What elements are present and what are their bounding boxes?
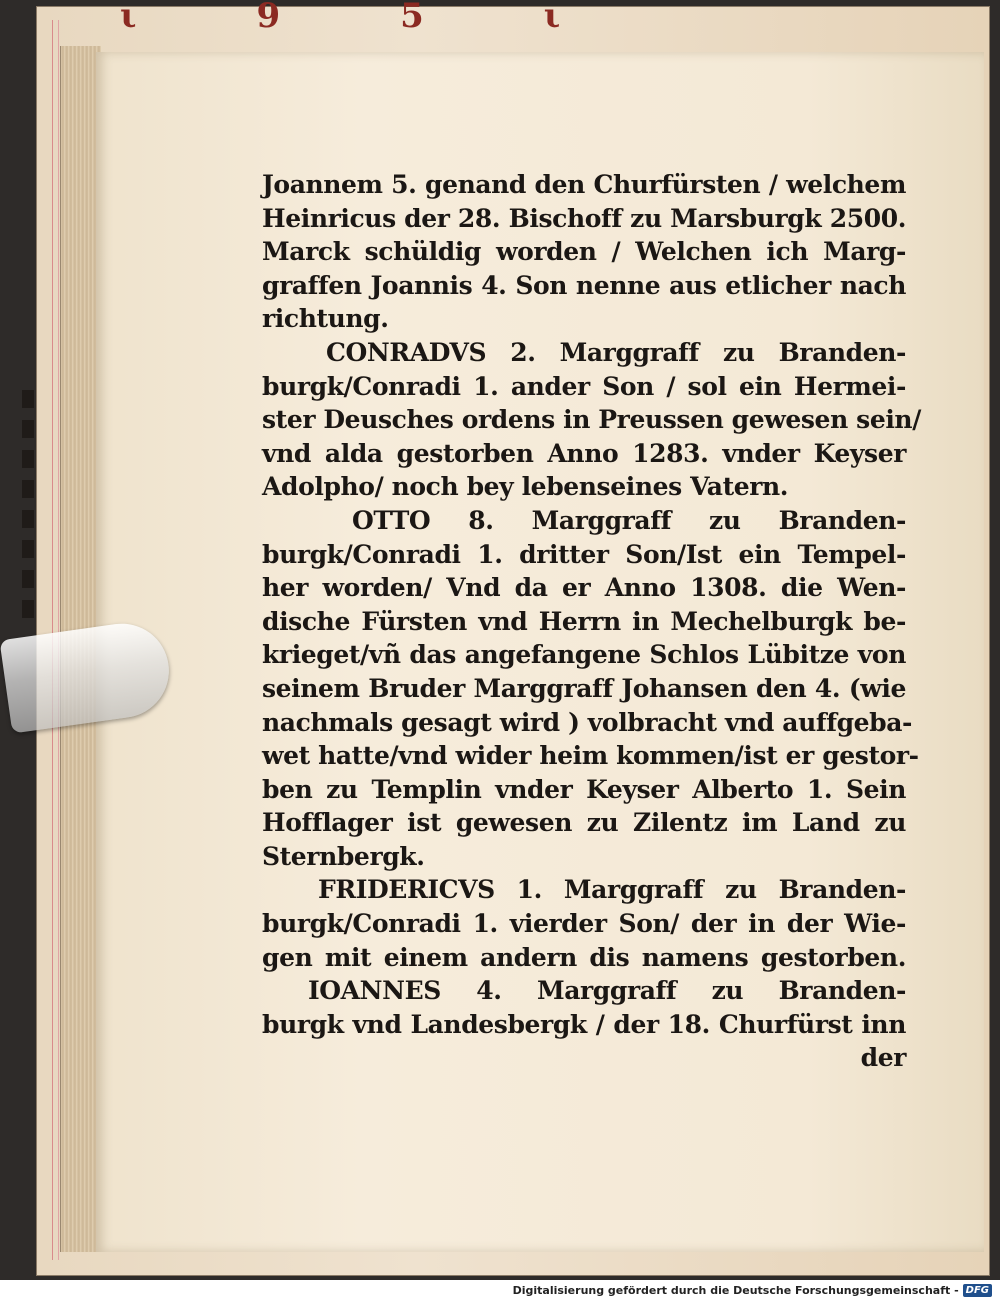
manuscript-glyph: ι — [120, 0, 137, 36]
catchword: der — [860, 1043, 906, 1073]
text-line: burgk/Conradi 1. vierder Son/ der in der Wie- — [262, 909, 906, 939]
text-line: graffen Joannis 4. Son nenne aus etlicher nach — [262, 270, 906, 300]
text-line: dische Fürsten vnd Herrn in Mechelburgk be- — [262, 606, 906, 636]
text-line: Heinricus der 28. Bischoff zu Marsburgk 2500. — [262, 203, 906, 233]
text-line: her worden/ Vnd da er Anno 1308. die Wen- — [262, 573, 906, 603]
text-line: burgk vnd Landesbergk / der 18. Churfürst inn — [262, 1009, 906, 1039]
text-line: Hofflager ist gewesen zu Zilentz im Land zu — [262, 808, 906, 838]
text-line: wet hatte/vnd wider heim kommen/ist er gestor- — [262, 741, 919, 771]
text-line: IOANNES 4. Marggraff zu Branden- — [308, 976, 906, 1006]
manuscript-fragment — [80, 0, 1000, 48]
text-line: Adolpho/ noch bey lebenseines Vatern. — [262, 472, 789, 502]
text-line: burgk/Conradi 1. dritter Son/Ist ein Tempel- — [262, 539, 906, 569]
text-line: ben zu Templin vnder Keyser Alberto 1. Sein — [262, 774, 906, 804]
text-line: ster Deusches ordens in Preussen gewesen sein/ — [262, 405, 921, 435]
manuscript-glyph: 9 — [256, 0, 281, 36]
text-line: krieget/vñ das angefangene Schlos Lübitze von — [262, 640, 906, 670]
text-line: OTTO 8. Marggraff zu Branden- — [352, 505, 906, 535]
text-line: CONRADVS 2. Marggraff zu Branden- — [326, 337, 906, 367]
text-line: Marck schüldig worden / Welchen ich Marg- — [262, 237, 906, 267]
dfg-logo: DFG — [963, 1284, 992, 1297]
digitization-footer — [0, 1280, 1000, 1301]
text-line: Sternbergk. — [262, 841, 425, 871]
footer-text: Digitalisierung gefördert durch die Deutsche Forschungsgemeinschaft - — [512, 1284, 959, 1297]
binding-marks — [22, 390, 38, 630]
text-line: seinem Bruder Marggraff Johansen den 4. (wie — [262, 673, 906, 703]
manuscript-glyph: 5 — [400, 0, 424, 36]
text-line: richtung. — [262, 304, 389, 334]
manuscript-glyph: ι — [543, 0, 561, 36]
page-text — [262, 168, 921, 1075]
text-line: FRIDERICVS 1. Marggraff zu Branden- — [318, 875, 906, 905]
text-line: Joannem 5. genand den Churfürsten / welchem — [262, 170, 906, 199]
text-line: burgk/Conradi 1. ander Son / sol ein Hermei- — [262, 371, 906, 401]
text-line: nachmals gesagt wird ) volbracht vnd auffgeba- — [262, 707, 913, 737]
text-line: vnd alda gestorben Anno 1283. vnder Keyser — [262, 438, 906, 468]
text-line: gen mit einem andern dis namens gestorben. — [262, 942, 906, 972]
